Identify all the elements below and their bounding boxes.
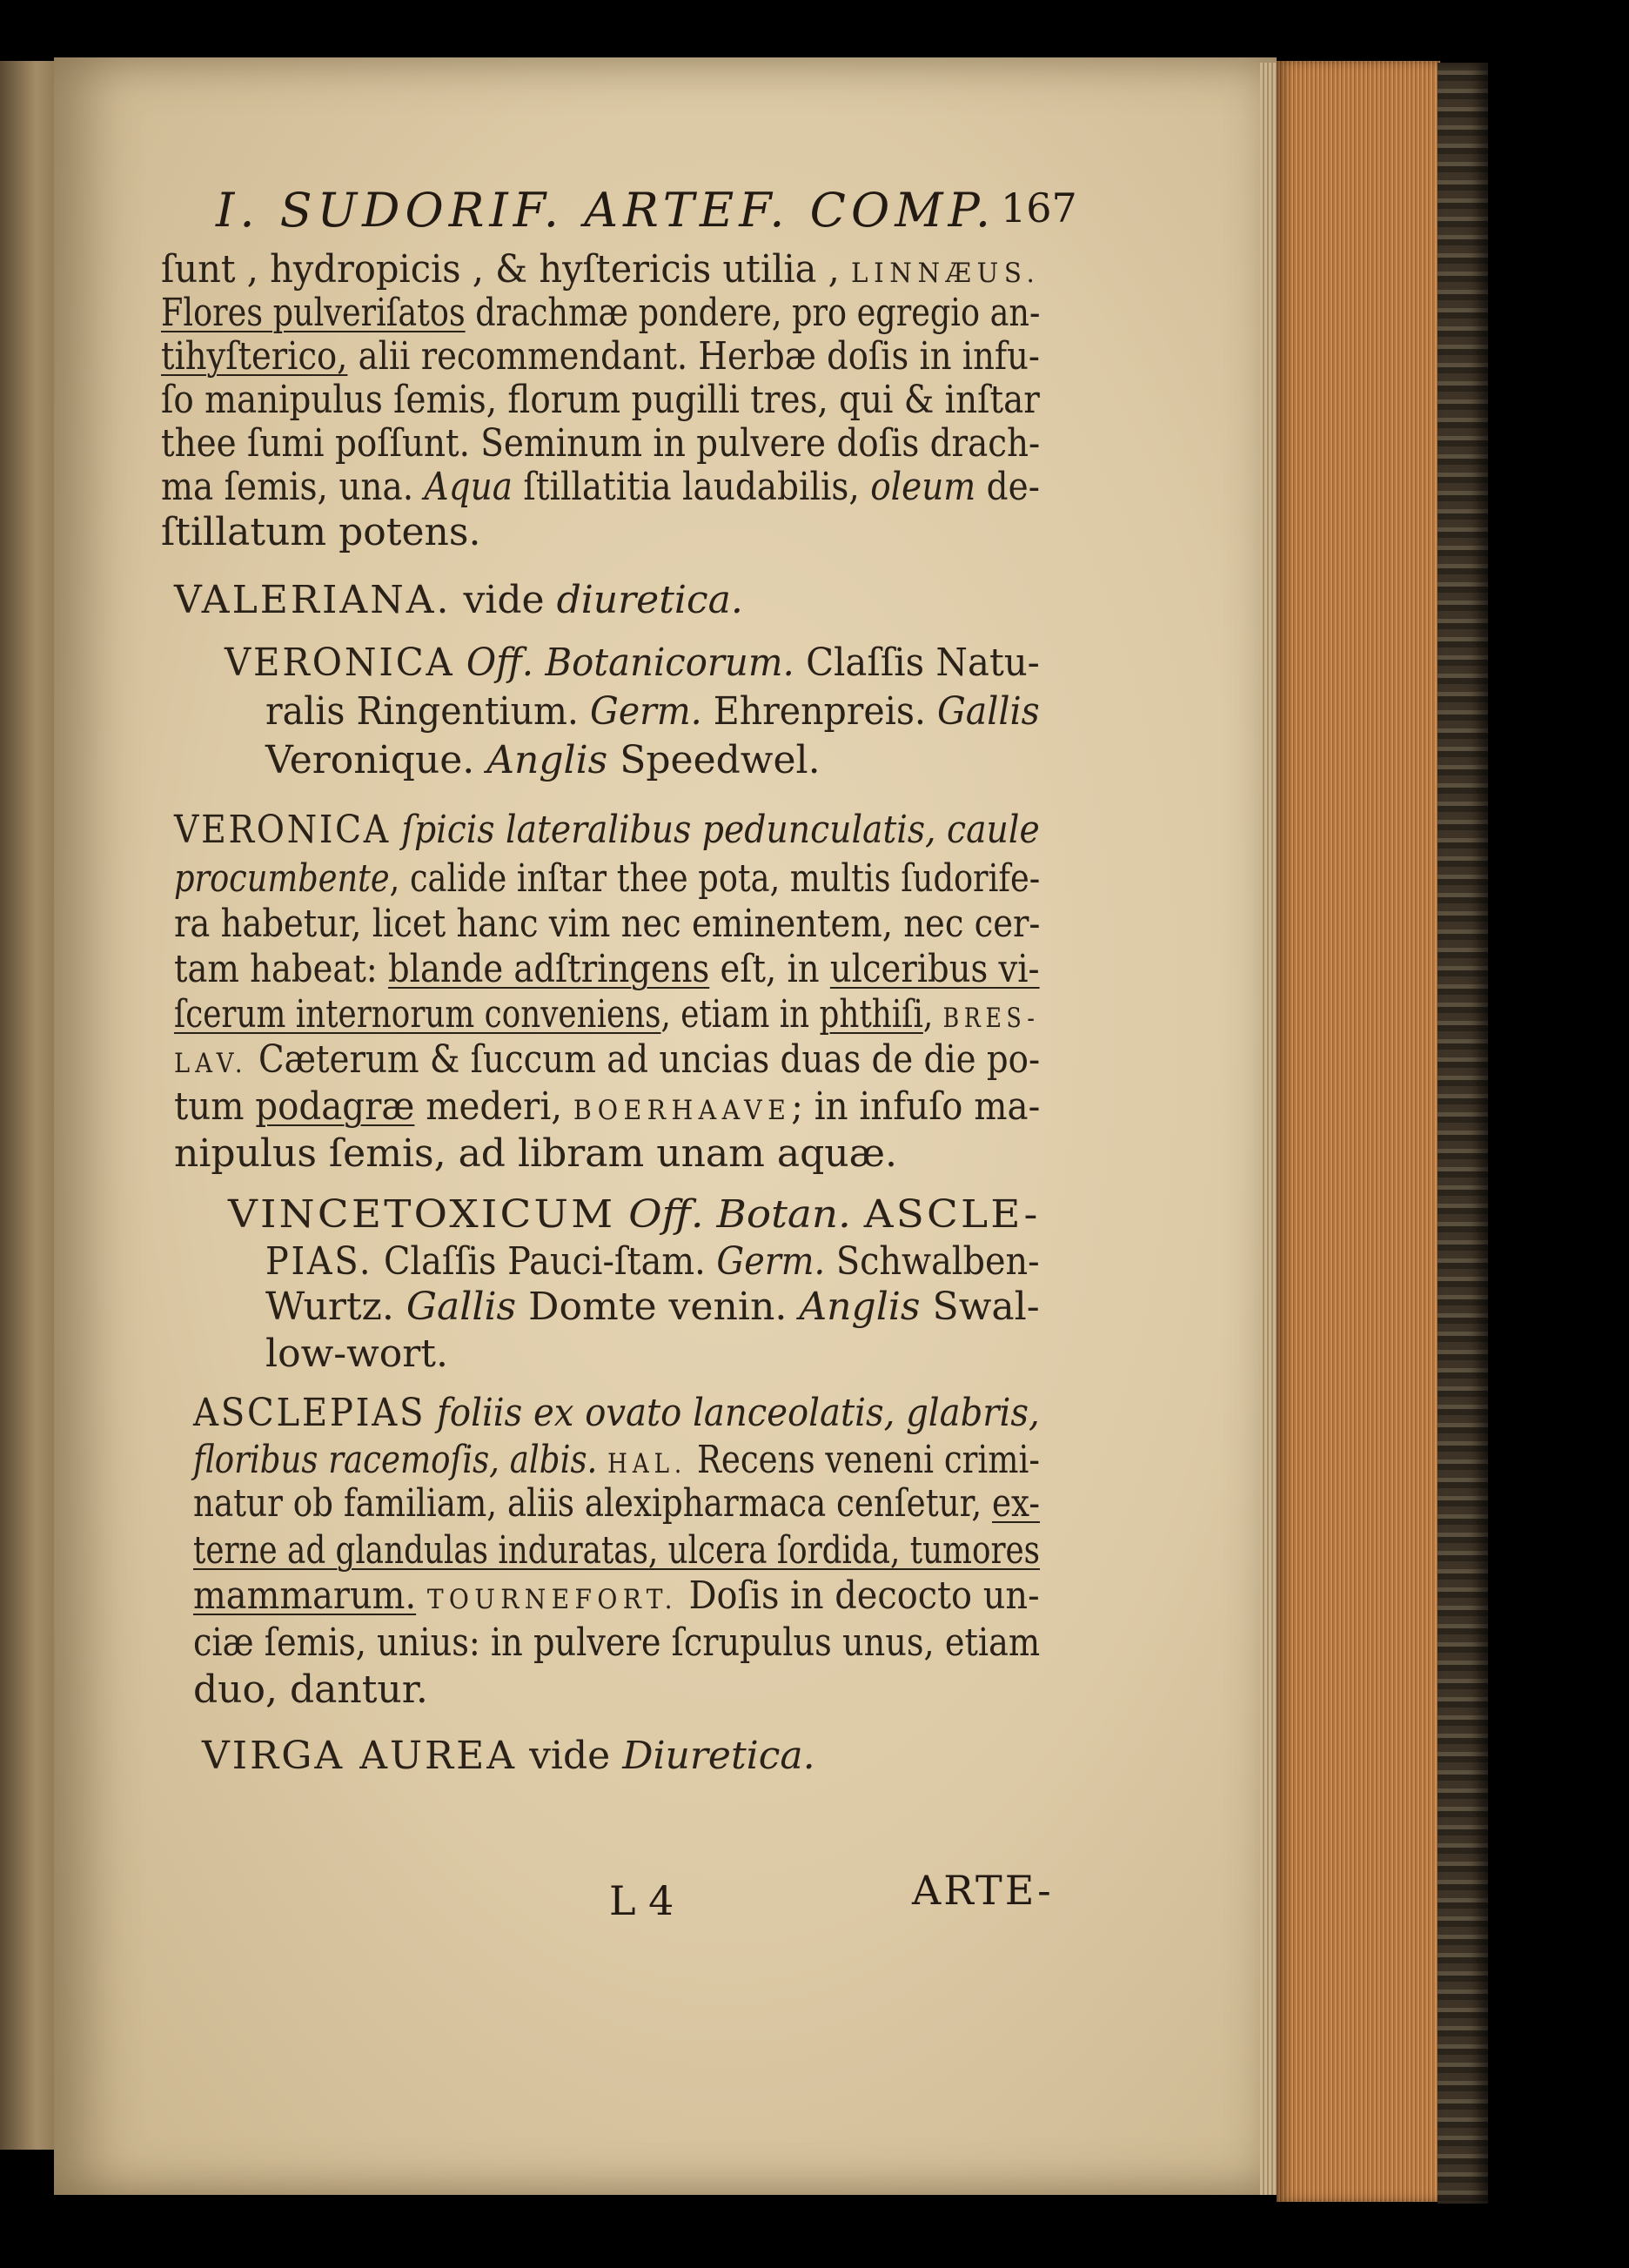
text-run: , etiam in — [660, 992, 820, 1037]
entry-heading: VINCETOXICUM — [228, 1192, 616, 1237]
underlined-text: ulceribus vi- — [829, 947, 1040, 991]
text-line — [174, 578, 743, 622]
text-run: ; in infuſo ma- — [791, 1084, 1041, 1129]
text-line — [161, 334, 1040, 379]
text-run: , calide inſtar thee pota, multis ſudorife- — [389, 856, 1041, 901]
text-run: Speedwel. — [607, 738, 821, 782]
text-run: tam habeat: — [174, 947, 389, 991]
underlined-text: blande adſtringens — [388, 947, 710, 991]
text-line — [161, 510, 481, 554]
text-run: , — [922, 992, 943, 1037]
italic-text: Diuretica. — [622, 1734, 815, 1778]
small-caps-name: HAL. — [607, 1448, 687, 1480]
text-run: ra habetur, licet hanc vim nec eminentem, nec cer- — [174, 902, 1041, 946]
text-run: ſtillatitia laudabilis, — [513, 465, 871, 509]
text-line — [174, 992, 1040, 1037]
text-run: nipulus ſemis, ad libram unam aquæ. — [174, 1131, 897, 1176]
underlined-text: podagræ — [255, 1084, 415, 1129]
signature-mark: L 4 — [609, 1877, 674, 1924]
small-caps-name: BOERHAAVE — [573, 1095, 792, 1126]
underlined-text: phthiſi — [819, 992, 923, 1037]
catchword: ARTE- — [912, 1867, 1054, 1914]
text-run: ralis Ringentium. — [265, 689, 591, 734]
small-caps-name: LAV. — [174, 1048, 248, 1079]
underlined-text: ſcerum internorum conveniens — [174, 992, 661, 1037]
page-edges — [1260, 63, 1277, 2195]
text-run: Veronique. — [265, 738, 487, 782]
text-run: vide — [517, 1734, 623, 1778]
text-run: thee ſumi poſſunt. Seminum in pulvere doſis drach- — [161, 421, 1041, 466]
text-line — [174, 902, 1041, 946]
text-line — [202, 1734, 815, 1778]
italic-text: Aqua — [424, 465, 513, 509]
text-line — [161, 247, 1041, 292]
text-line — [161, 378, 1040, 422]
text-run: de- — [975, 465, 1040, 509]
entry-heading: VALERIANA. — [174, 578, 452, 622]
entry-heading: PIAS. — [265, 1239, 373, 1284]
text-run: Swal- — [920, 1285, 1040, 1329]
italic-text: Anglis — [486, 738, 608, 782]
italic-text: diuretica. — [556, 578, 743, 622]
text-run: tum — [174, 1084, 256, 1129]
text-run: ſunt , hydropicis , & hyſtericis utilia , — [161, 247, 852, 292]
underlined-text: mammarum. — [193, 1574, 417, 1618]
text-run: vide — [451, 578, 557, 622]
text-run: mederi, — [414, 1084, 573, 1129]
text-run: duo, dantur. — [193, 1667, 428, 1712]
text-run: Claſſis Pauci-ſtam. — [372, 1239, 717, 1284]
italic-text: Off. Botan. — [628, 1192, 851, 1237]
text-line — [265, 1332, 448, 1376]
text-run: natur ob familiam, aliis alexipharmaca cenſetur, — [193, 1481, 993, 1526]
text-run: Ehrenpreis. — [701, 689, 938, 734]
italic-text: Gallis — [937, 689, 1040, 734]
italic-text: Off. Botanicorum. — [466, 641, 794, 685]
entry-heading: VERONICA — [225, 641, 455, 685]
small-caps-name: LINNÆUS. — [851, 258, 1041, 289]
italic-text: procumbente — [174, 856, 390, 901]
previous-page-edge — [0, 61, 61, 2150]
text-run: ma ſemis, una. — [161, 465, 425, 509]
italic-text: oleum — [870, 465, 976, 509]
text-line — [265, 738, 821, 782]
text-line — [174, 856, 1041, 901]
text-run: ſo manipulus ſemis, florum pugilli tres, qui & inſtar — [161, 378, 1040, 422]
text-line — [193, 1528, 1040, 1573]
italic-text: Anglis — [799, 1285, 921, 1329]
text-run: alii recommendant. Herbæ doſis in infu- — [347, 334, 1040, 379]
text-line — [265, 1239, 1040, 1284]
italic-text: floribus racemoſis, albis. — [193, 1438, 598, 1482]
text-line — [265, 689, 1040, 734]
text-run — [851, 1192, 864, 1237]
text-run: drachmæ pondere, pro egregio an- — [465, 291, 1041, 335]
text-line — [193, 1667, 428, 1712]
text-run — [426, 1391, 437, 1435]
small-caps-name: BRES- — [942, 1003, 1040, 1034]
text-line — [161, 465, 1040, 509]
text-line — [193, 1438, 1040, 1482]
entry-heading: VIRGA AUREA — [202, 1734, 518, 1778]
text-run — [455, 641, 466, 685]
text-run — [615, 1192, 628, 1237]
text-run — [391, 808, 402, 852]
text-run: low-wort. — [265, 1332, 448, 1376]
text-run: Cæterum & ſuccum ad uncias duas de die po- — [247, 1037, 1041, 1082]
running-head: I. SUDORIF. ARTEF. COMP. — [216, 183, 996, 238]
text-line — [174, 947, 1040, 991]
text-line — [265, 1285, 1040, 1329]
text-run — [416, 1574, 427, 1618]
italic-text: Germ. — [590, 689, 702, 734]
text-run: Wurtz. — [265, 1285, 406, 1329]
text-run: Recens veneni crimi- — [687, 1438, 1040, 1482]
text-run: eſt, in — [709, 947, 830, 991]
italic-text: Gallis — [406, 1285, 517, 1329]
text-line — [174, 808, 1040, 852]
page-number: 167 — [1001, 185, 1077, 231]
text-line — [193, 1620, 1041, 1665]
text-block-edge — [1277, 61, 1440, 2202]
text-line — [228, 1192, 1041, 1237]
text-run: Schwalben- — [825, 1239, 1040, 1284]
text-line — [193, 1574, 1040, 1618]
small-caps-name: TOURNEFORT. — [426, 1584, 678, 1615]
text-run: ciæ ſemis, unius: in pulvere ſcrupulus unus, etiam — [193, 1620, 1041, 1665]
entry-heading: VERONICA — [174, 808, 391, 852]
text-line — [161, 291, 1041, 335]
text-line — [193, 1481, 1040, 1526]
text-line — [225, 641, 1040, 685]
text-run: ſtillatum potens. — [161, 510, 481, 554]
text-run — [597, 1438, 607, 1482]
book-cover — [1438, 63, 1488, 2204]
underlined-text: tihyſterico, — [161, 334, 348, 379]
italic-text: foliis ex ovato lanceolatis, glabris, — [437, 1391, 1040, 1435]
text-line — [161, 421, 1041, 466]
underlined-text: terne ad glandulas induratas, ulcera ſordida, tumores — [193, 1528, 1040, 1573]
entry-heading: ASCLE- — [863, 1192, 1041, 1237]
italic-text: Germ. — [716, 1239, 826, 1284]
text-line — [174, 1037, 1041, 1082]
text-run: Doſis in decocto un- — [677, 1574, 1040, 1618]
text-line — [174, 1084, 1041, 1129]
text-run: Claſſis Natu- — [794, 641, 1040, 685]
entry-heading: ASCLEPIAS — [193, 1391, 426, 1435]
text-line — [174, 1131, 897, 1176]
text-line — [193, 1391, 1040, 1435]
underlined-text: ex- — [992, 1481, 1040, 1526]
underlined-text: Flores pulveriſatos — [161, 291, 466, 335]
text-run: Domte venin. — [516, 1285, 800, 1329]
italic-text: ſpicis lateralibus pedunculatis, caule — [401, 808, 1040, 852]
